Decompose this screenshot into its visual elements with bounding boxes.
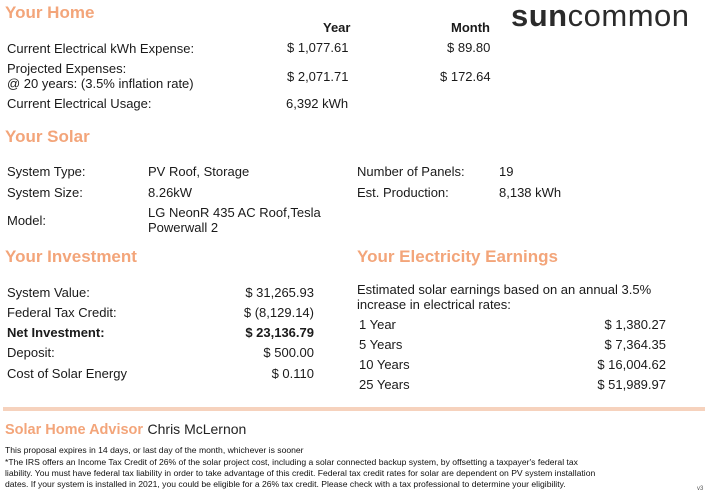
- footer-expiry: This proposal expires in 14 days, or last day of the month, whichever is sooner: [5, 445, 304, 455]
- home-col-year: Year: [323, 20, 351, 35]
- advisor-divider: [3, 407, 705, 411]
- investment-row-label: System Value:: [7, 285, 90, 300]
- home-col-month: Month: [451, 20, 490, 35]
- footer-tax-note-line2: liability. You must have federal tax liability in order to take advantage of this credit. Federal tax credit rates for solar are dependent on PV system installation: [5, 468, 596, 478]
- earnings-section-title: Your Electricity Earnings: [357, 247, 558, 266]
- advisor-line: [5, 421, 246, 439]
- earnings-row-value: $ 51,989.97: [597, 377, 666, 392]
- advisor-title: Solar Home Advisor: [5, 422, 144, 438]
- home-row-year: $ 2,071.71: [287, 69, 349, 84]
- earnings-row-label: 1 Year: [359, 317, 396, 332]
- investment-row-value: $ 0.110: [271, 366, 314, 381]
- panels-value: 19: [499, 164, 514, 179]
- earnings-row-label: 10 Years: [359, 357, 410, 372]
- system-type-label: System Type:: [7, 164, 86, 179]
- home-row-year: $ 1,077.61: [287, 40, 349, 55]
- logo-bold-part: sun: [511, 0, 568, 33]
- home-row-label: Projected Expenses:: [7, 61, 127, 76]
- solar-section-title: Your Solar: [5, 127, 90, 146]
- home-row-label: Current Electrical kWh Expense:: [7, 41, 195, 56]
- panels-label: Number of Panels:: [357, 164, 465, 179]
- earnings-intro: Estimated solar earnings based on an annual 3.5%: [357, 282, 652, 297]
- footer-tax-note-line3: dates. If your system is installed in 2021, you could be eligible for a 26% tax credit. Please check with a tax professional to determine your eligibility.: [5, 479, 566, 489]
- earnings-row-value: $ 16,004.62: [597, 357, 666, 372]
- investment-row-value: $ 31,265.93: [245, 285, 314, 300]
- investment-section-title: Your Investment: [5, 247, 137, 266]
- investment-row-value: $ (8,129.14): [243, 305, 314, 320]
- model-value: LG NeonR 435 AC Roof,Tesla: [148, 205, 321, 220]
- advisor-name: Chris McLernon: [147, 421, 247, 437]
- home-row-label-sub: @ 20 years: (3.5% inflation rate): [7, 76, 194, 91]
- earnings-intro-line2: increase in electrical rates:: [357, 297, 511, 312]
- earnings-row-label: 5 Years: [359, 337, 403, 352]
- page-mark: v3: [697, 486, 704, 492]
- investment-row-label: Federal Tax Credit:: [7, 305, 117, 320]
- home-row-month: $ 172.64: [440, 69, 491, 84]
- footer-tax-note: *The IRS offers an Income Tax Credit of 26% of the solar project cost, including a solar connected backup system, by offsetting a taxpayer's federal tax: [5, 457, 578, 467]
- net-investment-label: Net Investment:: [7, 325, 105, 340]
- home-row-year: 6,392 kWh: [286, 96, 349, 111]
- system-size-value: 8.26kW: [148, 185, 193, 200]
- investment-row-label: Cost of Solar Energy: [7, 366, 127, 381]
- net-investment-value: $ 23,136.79: [245, 325, 314, 340]
- earnings-row-value: $ 7,364.35: [604, 337, 666, 352]
- investment-row-value: $ 500.00: [263, 345, 314, 360]
- logo-light-part: common: [567, 0, 690, 33]
- suncommon-logo: [511, 1, 690, 31]
- production-label: Est. Production:: [357, 185, 449, 200]
- home-row-month: $ 89.80: [447, 40, 491, 55]
- investment-row-label: Deposit:: [7, 345, 55, 360]
- earnings-row-label: 25 Years: [359, 377, 410, 392]
- system-size-label: System Size:: [7, 185, 83, 200]
- home-row-label: Current Electrical Usage:: [7, 96, 152, 111]
- system-type-value: PV Roof, Storage: [148, 164, 250, 179]
- earnings-row-value: $ 1,380.27: [604, 317, 666, 332]
- model-label: Model:: [7, 213, 47, 228]
- production-value: 8,138 kWh: [499, 185, 562, 200]
- model-value-line2: Powerwall 2: [148, 220, 219, 235]
- home-section-title: Your Home: [5, 3, 95, 22]
